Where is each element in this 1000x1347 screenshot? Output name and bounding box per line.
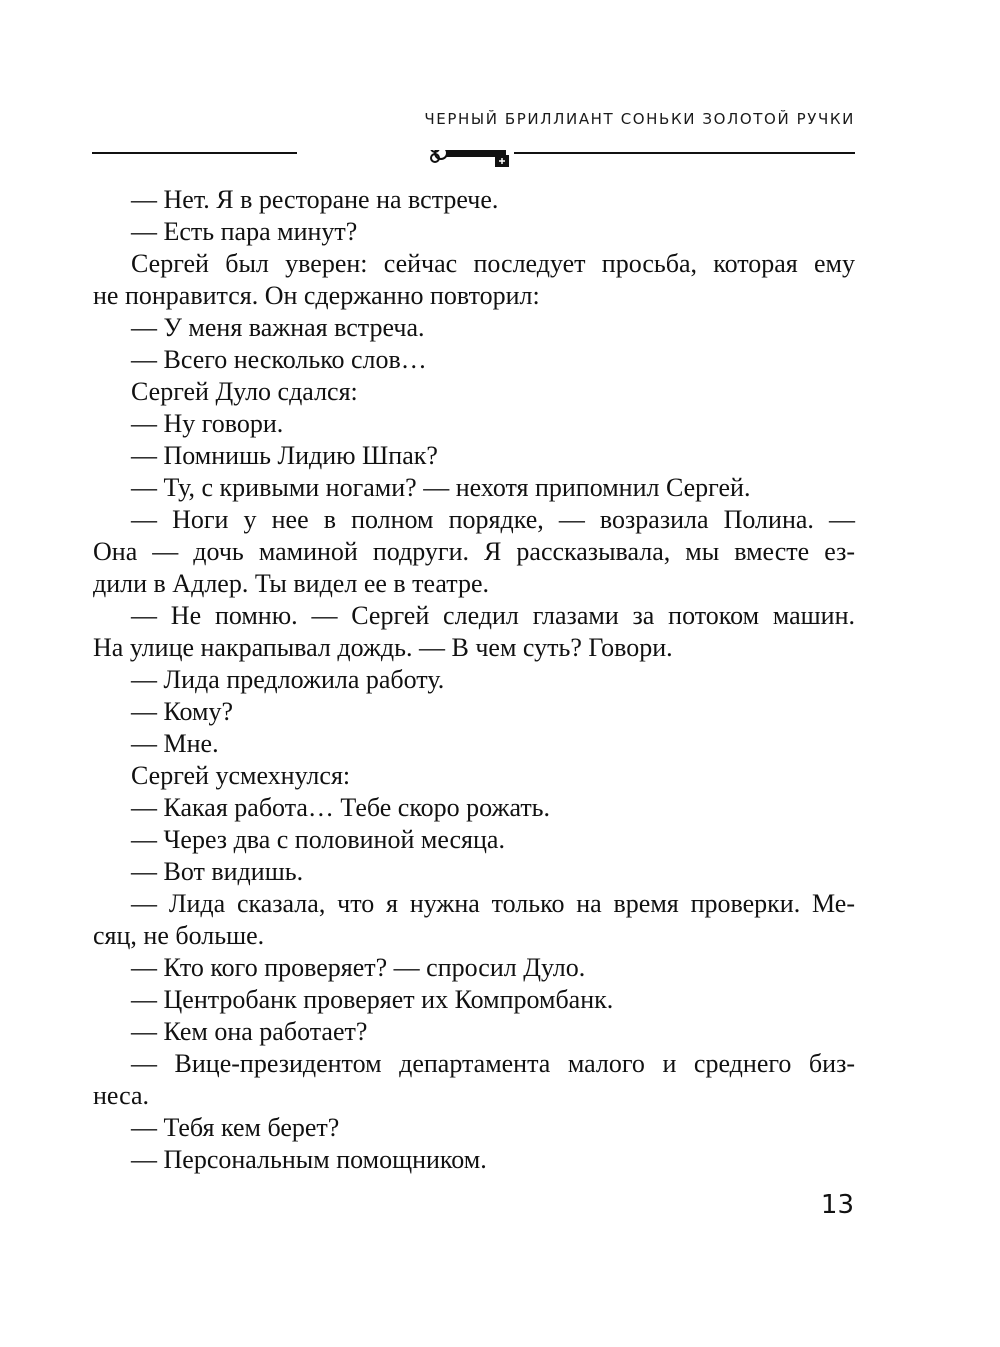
text-line: Сергей Дуло сдался: (131, 377, 358, 406)
text-line: — Ту, с кривыми ногами? — нехотя припомнил Сергей. (131, 473, 751, 502)
page-number: 13 (820, 1190, 854, 1220)
text-line: — Нет. Я в ресторане на встрече. (131, 185, 499, 214)
text-line: — Кто кого проверяет? — спросил Дуло. (131, 953, 586, 982)
text-line: — Кем она работает? (131, 1017, 368, 1046)
paragraph (93, 600, 855, 664)
text-line: — Вице-президентом департамента малого и среднего биз- (131, 1049, 855, 1078)
paragraph (93, 792, 855, 824)
paragraph (93, 952, 855, 984)
paragraph (93, 1144, 855, 1176)
key-icon (431, 150, 508, 166)
paragraph (93, 664, 855, 696)
paragraph (93, 408, 855, 440)
paragraph (93, 472, 855, 504)
running-head: ЧЕРНЫЙ БРИЛЛИАНТ СОНЬКИ ЗОЛОТОЙ РУЧКИ (424, 110, 855, 128)
paragraph (93, 760, 855, 792)
paragraph (93, 216, 855, 248)
text-line: На улице накрапывал дождь. — В чем суть? Говори. (93, 633, 673, 662)
text-line: — Мне. (131, 729, 219, 758)
paragraph (93, 824, 855, 856)
text-line: — Ну говори. (131, 409, 284, 438)
text-line: — Персональным помощником. (131, 1145, 487, 1174)
text-line: — Кому? (131, 697, 234, 726)
paragraph (93, 728, 855, 760)
text-line: неса. (93, 1081, 149, 1110)
paragraph (93, 184, 855, 216)
paragraph (93, 696, 855, 728)
header-rule (92, 150, 855, 174)
text-line: — Помнишь Лидию Шпак? (131, 441, 438, 470)
text-line: Сергей усмехнулся: (131, 761, 351, 790)
paragraph (93, 504, 855, 600)
text-line: — Через два с половиной месяца. (131, 825, 505, 854)
paragraph (93, 1016, 855, 1048)
text-line: Сергей был уверен: сейчас последует просьба, которая ему (131, 249, 855, 278)
text-line: — Лида предложила работу. (131, 665, 445, 694)
paragraph (93, 440, 855, 472)
text-line: не понравится. Он сдержанно повторил: (93, 281, 540, 310)
paragraph (93, 984, 855, 1016)
text-line: — Не помню. — Сергей следил глазами за потоком машин. (131, 601, 855, 630)
paragraph (93, 344, 855, 376)
text-line: дили в Адлер. Ты видел ее в театре. (93, 569, 489, 598)
paragraph (93, 856, 855, 888)
text-line: — Какая работа… Тебе скоро рожать. (131, 793, 551, 822)
text-line: — Тебя кем берет? (131, 1113, 340, 1142)
paragraph (93, 376, 855, 408)
paragraph (93, 1048, 855, 1112)
text-line: — У меня важная встреча. (131, 313, 425, 342)
paragraph (93, 1112, 855, 1144)
paragraph (93, 888, 855, 952)
text-line: — Ноги у нее в полном порядке, — возразила Полина. — (131, 505, 855, 534)
text-line: — Лида сказала, что я нужна только на время проверки. Ме- (131, 889, 855, 918)
page-body (93, 184, 855, 1176)
paragraph (93, 312, 855, 344)
text-line: сяц, не больше. (93, 921, 265, 950)
paragraph (93, 248, 855, 312)
text-line: Она — дочь маминой подруги. Я рассказывала, мы вместе ез- (93, 537, 855, 566)
text-line: — Вот видишь. (131, 857, 304, 886)
text-line: — Всего несколько слов… (131, 345, 427, 374)
text-line: — Есть пара минут? (131, 217, 358, 246)
text-line: — Центробанк проверяет их Компромбанк. (131, 985, 614, 1014)
